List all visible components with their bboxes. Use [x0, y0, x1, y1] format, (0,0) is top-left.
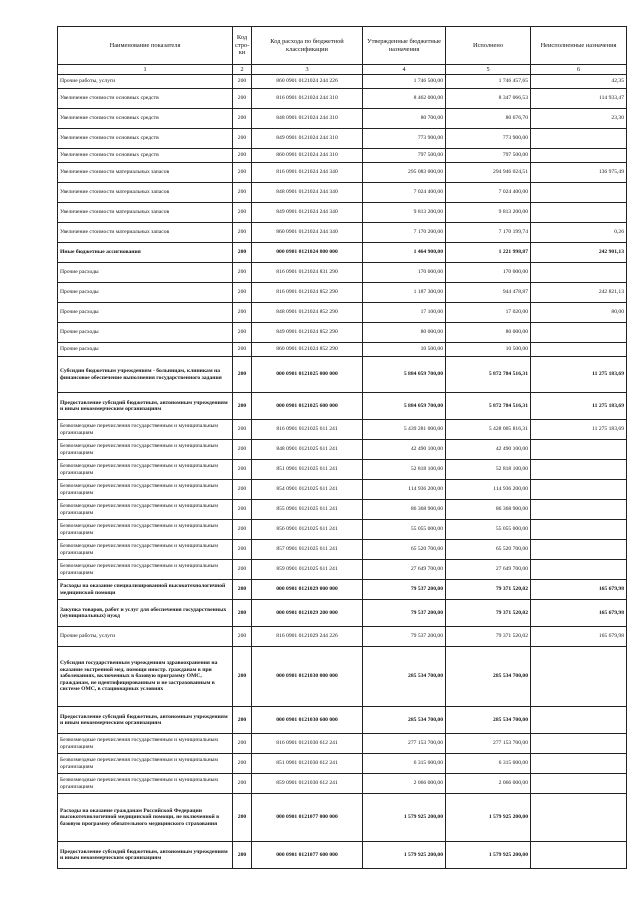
row-code-cell: 200: [233, 707, 252, 734]
row-kbk-cell: 848 0901 0121024 852 290: [252, 303, 363, 323]
column-number-row: [58, 65, 627, 75]
row-code-cell: 200: [233, 343, 252, 357]
table-row: [58, 343, 627, 357]
row-name-cell: Безвозмездные перечисления государственным и муниципальным организациям: [58, 440, 233, 460]
row-rest-cell: [531, 203, 627, 223]
row-kbk-cell: 000 0901 0121025 600 000: [252, 393, 363, 420]
row-plan-cell: 285 534 700,00: [363, 647, 446, 707]
row-kbk-cell: 851 0901 0121030 612 241: [252, 754, 363, 774]
row-code-cell: 200: [233, 109, 252, 129]
row-rest-cell: 0,26: [531, 223, 627, 243]
table-header-row: [58, 27, 627, 65]
row-code-cell: 200: [233, 580, 252, 600]
row-name-cell: Расходы на оказание специализированной высокотехнологичной медицинской помощи: [58, 580, 233, 600]
budget-execution-table: [57, 26, 627, 869]
row-rest-cell: [531, 560, 627, 580]
row-name-cell: Увеличение стоимости материальных запасов: [58, 203, 233, 223]
row-kbk-cell: 000 0901 0121029 200 000: [252, 600, 363, 627]
row-kbk-cell: 848 0901 0121024 244 340: [252, 183, 363, 203]
row-plan-cell: 277 153 700,00: [363, 734, 446, 754]
row-kbk-cell: 849 0901 0121024 244 340: [252, 203, 363, 223]
colnum-4: 4: [363, 65, 446, 75]
row-plan-cell: 80 000,00: [363, 323, 446, 343]
table-row: [58, 163, 627, 183]
row-name-cell: Прочие расходы: [58, 303, 233, 323]
row-plan-cell: 1 579 925 200,00: [363, 842, 446, 869]
row-name-cell: Прочие работы, услуги: [58, 627, 233, 647]
row-rest-cell: [531, 707, 627, 734]
row-rest-cell: [531, 149, 627, 163]
row-kbk-cell: 860 0901 0121024 244 340: [252, 223, 363, 243]
row-rest-cell: [531, 774, 627, 794]
row-kbk-cell: 859 0901 0121030 612 241: [252, 774, 363, 794]
table-row: [58, 263, 627, 283]
row-name-cell: Безвозмездные перечисления государственным и муниципальным организациям: [58, 754, 233, 774]
table-row: [58, 203, 627, 223]
row-rest-cell: [531, 343, 627, 357]
row-name-cell: Безвозмездные перечисления государственным и муниципальным организациям: [58, 500, 233, 520]
row-exec-cell: 2 066 000,00: [446, 774, 531, 794]
header-code: Код стро-ки: [233, 27, 252, 65]
table-row: [58, 243, 627, 263]
header-name: Наименование показателя: [58, 27, 233, 65]
row-name-cell: Безвозмездные перечисления государственным и муниципальным организациям: [58, 560, 233, 580]
row-plan-cell: 285 534 700,00: [363, 707, 446, 734]
table-row: [58, 129, 627, 149]
row-plan-cell: 797 500,00: [363, 149, 446, 163]
colnum-2: 2: [233, 65, 252, 75]
row-name-cell: Увеличение стоимости основных средств: [58, 129, 233, 149]
row-code-cell: 200: [233, 600, 252, 627]
row-exec-cell: 285 534 700,00: [446, 707, 531, 734]
row-name-cell: Увеличение стоимости основных средств: [58, 149, 233, 163]
row-exec-cell: 10 500,00: [446, 343, 531, 357]
row-code-cell: 200: [233, 774, 252, 794]
table-row: [58, 560, 627, 580]
row-exec-cell: 27 649 700,00: [446, 560, 531, 580]
row-code-cell: 200: [233, 627, 252, 647]
row-plan-cell: 1 579 925 200,00: [363, 794, 446, 842]
row-rest-cell: 80,00: [531, 303, 627, 323]
row-code-cell: 200: [233, 460, 252, 480]
row-exec-cell: 1 579 925 200,00: [446, 842, 531, 869]
row-code-cell: 200: [233, 734, 252, 754]
row-name-cell: Безвозмездные перечисления государственным и муниципальным организациям: [58, 520, 233, 540]
row-exec-cell: 9 813 200,00: [446, 203, 531, 223]
row-code-cell: 200: [233, 183, 252, 203]
row-kbk-cell: 848 0901 0121025 611 241: [252, 440, 363, 460]
row-plan-cell: 79 537 200,00: [363, 600, 446, 627]
row-exec-cell: 17 020,00: [446, 303, 531, 323]
row-rest-cell: [531, 500, 627, 520]
row-kbk-cell: 859 0901 0121025 611 241: [252, 560, 363, 580]
row-rest-cell: [531, 129, 627, 149]
row-rest-cell: 23,30: [531, 109, 627, 129]
header-kbk: Код расхода по бюджетной классификации: [252, 27, 363, 65]
row-code-cell: 200: [233, 129, 252, 149]
row-kbk-cell: 848 0901 0121024 244 310: [252, 109, 363, 129]
row-code-cell: 200: [233, 842, 252, 869]
row-rest-cell: 11 275 183,69: [531, 357, 627, 393]
row-code-cell: 200: [233, 75, 252, 89]
table-row: [58, 223, 627, 243]
row-name-cell: Безвозмездные перечисления государственным и муниципальным организациям: [58, 774, 233, 794]
row-plan-cell: 9 813 200,00: [363, 203, 446, 223]
row-plan-cell: 5 439 281 000,00: [363, 420, 446, 440]
row-exec-cell: 80 676,70: [446, 109, 531, 129]
colnum-6: 6: [531, 65, 627, 75]
row-name-cell: Увеличение стоимости материальных запасов: [58, 183, 233, 203]
row-exec-cell: 294 946 024,51: [446, 163, 531, 183]
row-plan-cell: 7 170 200,00: [363, 223, 446, 243]
row-exec-cell: 52 818 100,00: [446, 460, 531, 480]
row-kbk-cell: 816 0901 0121025 611 241: [252, 420, 363, 440]
row-code-cell: 200: [233, 89, 252, 109]
table-row: [58, 460, 627, 480]
row-rest-cell: [531, 480, 627, 500]
row-name-cell: Увеличение стоимости основных средств: [58, 109, 233, 129]
table-row: [58, 480, 627, 500]
header-rest: Неисполненные назначения: [531, 27, 627, 65]
table-row: [58, 440, 627, 460]
row-plan-cell: 2 066 000,00: [363, 774, 446, 794]
row-exec-cell: 5 872 784 516,31: [446, 357, 531, 393]
row-code-cell: 200: [233, 243, 252, 263]
row-exec-cell: 1 746 457,65: [446, 75, 531, 89]
table-row: [58, 393, 627, 420]
row-rest-cell: [531, 440, 627, 460]
row-exec-cell: 86 368 900,00: [446, 500, 531, 520]
table-row: [58, 734, 627, 754]
row-code-cell: 200: [233, 149, 252, 163]
row-rest-cell: 11 275 183,69: [531, 393, 627, 420]
row-kbk-cell: 851 0901 0121025 611 241: [252, 460, 363, 480]
colnum-3: 3: [252, 65, 363, 75]
row-code-cell: 200: [233, 647, 252, 707]
row-name-cell: Безвозмездные перечисления государственным и муниципальным организациям: [58, 420, 233, 440]
row-plan-cell: 170 000,00: [363, 263, 446, 283]
row-code-cell: 200: [233, 393, 252, 420]
row-code-cell: 200: [233, 540, 252, 560]
row-code-cell: 200: [233, 500, 252, 520]
row-exec-cell: 79 371 520,02: [446, 600, 531, 627]
row-plan-cell: 52 818 100,00: [363, 460, 446, 480]
row-exec-cell: 7 024 400,00: [446, 183, 531, 203]
row-kbk-cell: 816 0901 0121024 852 290: [252, 283, 363, 303]
row-rest-cell: [531, 263, 627, 283]
row-rest-cell: 165 679,98: [531, 627, 627, 647]
row-kbk-cell: 849 0901 0121024 852 290: [252, 323, 363, 343]
row-exec-cell: 42 490 100,00: [446, 440, 531, 460]
row-code-cell: 200: [233, 263, 252, 283]
header-plan: Утвержденные бюджетные назначения: [363, 27, 446, 65]
row-exec-cell: 8 347 066,53: [446, 89, 531, 109]
row-name-cell: Предоставление субсидий бюджетным, автономным учреждениям и иным некоммерческим организациям: [58, 707, 233, 734]
row-plan-cell: 7 024 400,00: [363, 183, 446, 203]
row-name-cell: Безвозмездные перечисления государственным и муниципальным организациям: [58, 460, 233, 480]
row-exec-cell: 65 520 700,00: [446, 540, 531, 560]
row-code-cell: 200: [233, 303, 252, 323]
row-code-cell: 200: [233, 560, 252, 580]
row-kbk-cell: 856 0901 0121025 611 241: [252, 520, 363, 540]
row-kbk-cell: 860 0901 0121024 244 310: [252, 149, 363, 163]
row-plan-cell: 1 464 900,00: [363, 243, 446, 263]
row-rest-cell: [531, 734, 627, 754]
row-kbk-cell: 857 0901 0121025 611 241: [252, 540, 363, 560]
table-row: [58, 420, 627, 440]
row-exec-cell: 1 221 998,87: [446, 243, 531, 263]
row-kbk-cell: 860 0901 0121024 852 290: [252, 343, 363, 357]
row-code-cell: 200: [233, 520, 252, 540]
row-code-cell: 200: [233, 754, 252, 774]
row-plan-cell: 5 884 059 700,00: [363, 393, 446, 420]
row-plan-cell: 79 537 200,00: [363, 627, 446, 647]
row-code-cell: 200: [233, 480, 252, 500]
row-name-cell: Безвозмездные перечисления государственным и муниципальным организациям: [58, 734, 233, 754]
row-exec-cell: 773 900,00: [446, 129, 531, 149]
row-code-cell: 200: [233, 357, 252, 393]
header-exec: Исполнено: [446, 27, 531, 65]
row-plan-cell: 295 083 000,00: [363, 163, 446, 183]
row-code-cell: 200: [233, 323, 252, 343]
row-name-cell: Субсидии бюджетным учреждениям - больницам, клиникам на финансовое обеспечение выполнения государственного задания: [58, 357, 233, 393]
row-kbk-cell: 816 0901 0121029 244 226: [252, 627, 363, 647]
row-plan-cell: 1 187 300,00: [363, 283, 446, 303]
row-kbk-cell: 000 0901 0121077 600 000: [252, 842, 363, 869]
row-exec-cell: 79 371 520,02: [446, 580, 531, 600]
row-rest-cell: 165 679,98: [531, 600, 627, 627]
row-exec-cell: 79 371 520,02: [446, 627, 531, 647]
row-plan-cell: 773 900,00: [363, 129, 446, 149]
row-kbk-cell: 860 0901 0121024 244 226: [252, 75, 363, 89]
row-exec-cell: 170 000,00: [446, 263, 531, 283]
table-row: [58, 109, 627, 129]
row-kbk-cell: 000 0901 0121030 000 000: [252, 647, 363, 707]
row-exec-cell: 114 936 200,00: [446, 480, 531, 500]
table-row: [58, 627, 627, 647]
row-plan-cell: 5 884 059 700,00: [363, 357, 446, 393]
row-kbk-cell: 849 0901 0121024 244 310: [252, 129, 363, 149]
row-exec-cell: 7 170 199,74: [446, 223, 531, 243]
row-name-cell: Предоставление субсидий бюджетным, автономным учреждениям и иным некоммерческим организациям: [58, 842, 233, 869]
row-plan-cell: 80 700,00: [363, 109, 446, 129]
row-name-cell: Расходы на оказание гражданам Российской Федерации высокотехнологичной медицинской помощи, не включенной в базовую программу обязательного медицинского страхования: [58, 794, 233, 842]
row-exec-cell: 1 579 925 200,00: [446, 794, 531, 842]
row-rest-cell: 136 975,49: [531, 163, 627, 183]
row-rest-cell: [531, 460, 627, 480]
row-name-cell: Субсидия государственным учреждениям здравоохранения на оказание экстренной мед. помощи иностр. гражданам в при заболеваниях, включенных в базовую программу ОМС, гражданам, не идентифицированным и не застрахованным в системе ОМС, в стационарных условиях: [58, 647, 233, 707]
row-kbk-cell: 000 0901 0121029 000 000: [252, 580, 363, 600]
row-code-cell: 200: [233, 223, 252, 243]
row-plan-cell: 10 500,00: [363, 343, 446, 357]
table-row: [58, 540, 627, 560]
row-code-cell: 200: [233, 440, 252, 460]
row-exec-cell: 277 153 700,00: [446, 734, 531, 754]
row-name-cell: Увеличение стоимости основных средств: [58, 89, 233, 109]
table-row: [58, 283, 627, 303]
row-exec-cell: 6 315 000,00: [446, 754, 531, 774]
row-rest-cell: 11 275 183,69: [531, 420, 627, 440]
table-row: [58, 149, 627, 163]
row-kbk-cell: 816 0901 0121024 244 340: [252, 163, 363, 183]
row-name-cell: Прочие расходы: [58, 283, 233, 303]
row-rest-cell: 242 901,13: [531, 243, 627, 263]
row-kbk-cell: 000 0901 0121025 000 000: [252, 357, 363, 393]
table-row: [58, 842, 627, 869]
row-rest-cell: [531, 323, 627, 343]
row-name-cell: Прочие расходы: [58, 343, 233, 357]
row-plan-cell: 65 520 700,00: [363, 540, 446, 560]
row-name-cell: Увеличение стоимости материальных запасов: [58, 223, 233, 243]
row-name-cell: Безвозмездные перечисления государственным и муниципальным организациям: [58, 540, 233, 560]
row-name-cell: Безвозмездные перечисления государственным и муниципальным организациям: [58, 480, 233, 500]
table-row: [58, 754, 627, 774]
table-row: [58, 75, 627, 89]
row-rest-cell: [531, 520, 627, 540]
row-kbk-cell: 000 0901 0121030 600 000: [252, 707, 363, 734]
row-rest-cell: 165 679,98: [531, 580, 627, 600]
row-rest-cell: [531, 540, 627, 560]
colnum-1: 1: [58, 65, 233, 75]
row-exec-cell: 797 500,00: [446, 149, 531, 163]
row-exec-cell: 285 534 700,00: [446, 647, 531, 707]
table-row: [58, 357, 627, 393]
table-row: [58, 600, 627, 627]
row-name-cell: Прочие работы, услуги: [58, 75, 233, 89]
table-row: [58, 647, 627, 707]
row-kbk-cell: 854 0901 0121025 611 241: [252, 480, 363, 500]
row-exec-cell: 80 000,00: [446, 323, 531, 343]
table-row: [58, 500, 627, 520]
row-plan-cell: 86 368 900,00: [363, 500, 446, 520]
row-plan-cell: 6 315 000,00: [363, 754, 446, 774]
row-name-cell: Закупка товаров, работ и услуг для обеспечения государственных (муниципальных) нужд: [58, 600, 233, 627]
row-code-cell: 200: [233, 420, 252, 440]
row-exec-cell: 5 872 784 516,31: [446, 393, 531, 420]
table-row: [58, 794, 627, 842]
table-row: [58, 520, 627, 540]
row-kbk-cell: 000 0901 0121077 000 000: [252, 794, 363, 842]
row-exec-cell: 944 478,87: [446, 283, 531, 303]
table-row: [58, 580, 627, 600]
row-code-cell: 200: [233, 283, 252, 303]
row-name-cell: Прочие расходы: [58, 323, 233, 343]
row-kbk-cell: 816 0901 0121030 612 241: [252, 734, 363, 754]
row-kbk-cell: 816 0901 0121024 831 290: [252, 263, 363, 283]
colnum-5: 5: [446, 65, 531, 75]
row-kbk-cell: 855 0901 0121025 611 241: [252, 500, 363, 520]
row-rest-cell: [531, 754, 627, 774]
row-code-cell: 200: [233, 203, 252, 223]
row-plan-cell: 55 055 000,00: [363, 520, 446, 540]
row-plan-cell: 8 462 000,00: [363, 89, 446, 109]
row-code-cell: 200: [233, 163, 252, 183]
table-row: [58, 774, 627, 794]
row-plan-cell: 114 936 200,00: [363, 480, 446, 500]
row-kbk-cell: 000 0901 0121024 800 000: [252, 243, 363, 263]
table-row: [58, 183, 627, 203]
row-name-cell: Увеличение стоимости материальных запасов: [58, 163, 233, 183]
row-rest-cell: [531, 842, 627, 869]
row-rest-cell: 242 821,13: [531, 283, 627, 303]
row-plan-cell: 17 100,00: [363, 303, 446, 323]
row-kbk-cell: 816 0901 0121024 244 310: [252, 89, 363, 109]
row-name-cell: Прочие расходы: [58, 263, 233, 283]
row-name-cell: Иные бюджетные ассигнования: [58, 243, 233, 263]
row-name-cell: Предоставление субсидий бюджетным, автономным учреждениям и иным некоммерческим организациям: [58, 393, 233, 420]
row-code-cell: 200: [233, 794, 252, 842]
row-rest-cell: [531, 794, 627, 842]
row-plan-cell: 79 537 200,00: [363, 580, 446, 600]
row-rest-cell: 42,35: [531, 75, 627, 89]
table-row: [58, 303, 627, 323]
table-row: [58, 89, 627, 109]
table-row: [58, 323, 627, 343]
row-rest-cell: [531, 647, 627, 707]
row-exec-cell: 55 055 000,00: [446, 520, 531, 540]
row-exec-cell: 5 428 005 816,31: [446, 420, 531, 440]
table-row: [58, 707, 627, 734]
row-rest-cell: [531, 183, 627, 203]
row-plan-cell: 27 649 700,00: [363, 560, 446, 580]
row-plan-cell: 1 746 500,00: [363, 75, 446, 89]
table-body: [58, 75, 627, 869]
row-rest-cell: 114 933,47: [531, 89, 627, 109]
row-plan-cell: 42 490 100,00: [363, 440, 446, 460]
